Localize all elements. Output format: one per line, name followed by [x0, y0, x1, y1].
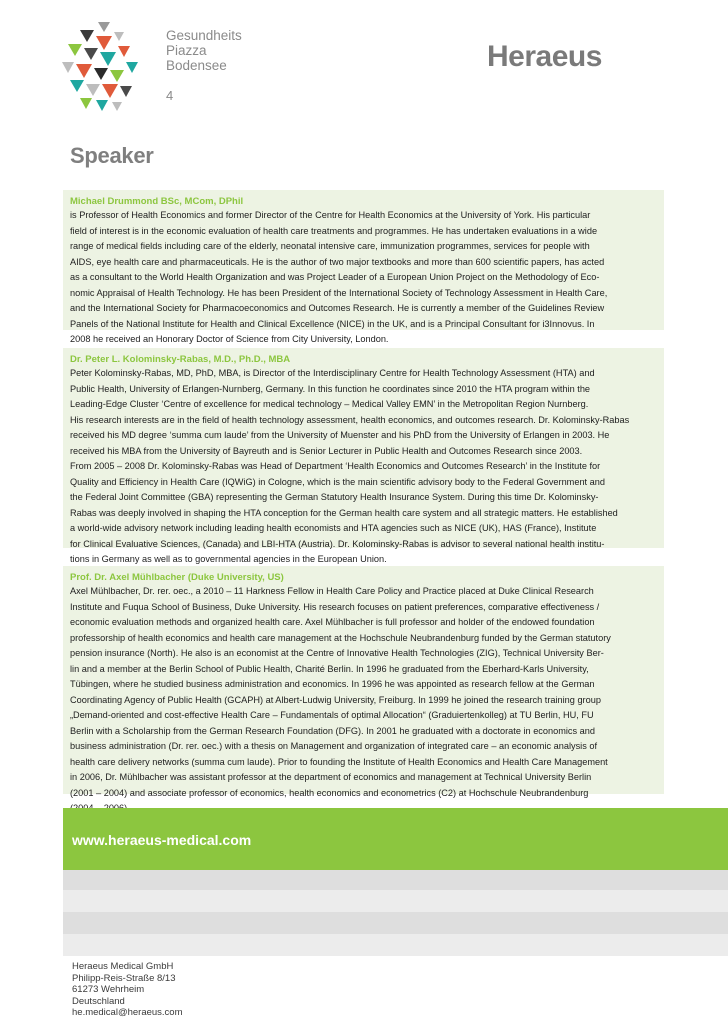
- bio-line: Tübingen, where he studied business administration and economics. In 1996 he was appointed as research fellow at the German: [70, 679, 595, 689]
- bio-line: range of medical fields including care of the elderly, neonatal intensive care, immunization programmes, services for people with: [70, 241, 590, 251]
- bio-line: pension insurance (North). He also is an economist at the Centre of Innovative Health Technologies (ZIG), Technical University Ber-: [70, 648, 604, 658]
- bio-line: Rabas was deeply involved in shaping the HTA conception for the German health care system and all strategic matters. He established: [70, 507, 618, 518]
- company-address: [72, 961, 183, 1019]
- bio-line: field of interest is in the economic evaluation of health care treatments and programmes. He has undertaken evaluations in a wide: [70, 225, 598, 236]
- event-title-line: Bodensee: [166, 58, 227, 73]
- speaker-name: Michael Drummond BSc, MCom, DPhil: [70, 196, 244, 207]
- bio-line: in 2006, Dr. Mühlbacher was assistant professor at the department of economics and management at Technical University Berlin: [70, 772, 592, 782]
- brand-logo: Heraeus: [487, 40, 602, 73]
- bio-line: received his MBA from the University of Bayreuth and is Senior Lecturer in Public Health and Outcomes Research since 2003.: [70, 445, 583, 456]
- footer-stripe: [63, 890, 728, 912]
- bio-line: Coordinating Agency of Public Health (GCAPH) at Albert-Ludwig University, Freiburg. In 1999 he joined the research training group: [70, 694, 601, 705]
- bio-line: for Clinical Evaluative Sciences, (Canada) and LBI-HTA (Austria). Dr. Kolominsky-Rabas is advisor to several national health institu-: [70, 538, 605, 549]
- bio-line: health care delivery networks (summa cum laude). Prior to founding the Institute of Health Economics and Health Care Management: [70, 756, 608, 767]
- address-line: Deutschland: [72, 995, 125, 1007]
- speaker-box: [63, 190, 664, 344]
- speaker-bio: [70, 584, 664, 817]
- email-link[interactable]: he.medical@heraeus.com: [72, 1007, 183, 1018]
- bio-line: professorship of health economics and health care management at the Hochschule Neubrandenburg funded by the German statutory: [70, 632, 611, 643]
- event-title-line: Piazza: [166, 43, 207, 58]
- footer-stripe: [63, 912, 728, 934]
- bio-line: Public Health, University of Erlangen-Nurnberg, Germany. In this function he coordinates since 2010 the HTA program within the: [70, 383, 591, 394]
- bio-line: (2001 – 2004) and associate professor of economics, health economics and econometrics (C2) at Hochschule Neubrandenburg: [70, 787, 589, 798]
- website-link[interactable]: www.heraeus-medical.com: [72, 832, 252, 848]
- bio-line: received his MD degree ‘summa cum laude’ from the University of Muenster and his PhD from the University of Erlangen in 2003. He: [70, 430, 610, 440]
- address-line: 61273 Wehrheim: [72, 984, 145, 995]
- address-line: Heraeus Medical GmbH: [72, 961, 174, 972]
- speaker-name: Dr. Peter L. Kolominsky-Rabas, M.D., Ph.D., MBA: [70, 354, 291, 365]
- page-title: Speaker: [70, 143, 154, 168]
- bio-line: „Demand-oriented and cost-effective Health Care – Fundamentals of optimal Allocation“ (Graduiertenkolleg) at TU Berlin, HU, FU: [70, 710, 594, 720]
- bio-line: From 2005 – 2008 Dr. Kolominsky-Rabas was Head of Department ‘Health Economics and Outcomes Research’ in the Institute for: [70, 461, 601, 471]
- bio-line: lin and a member at the Berlin School of Public Health, Charité Berlin. In 1996 he graduated from the Eberhard-Karls University,: [70, 663, 589, 674]
- footer-stripe: [63, 870, 728, 890]
- address-line: Philipp-Reis-Straße 8/13: [72, 972, 176, 984]
- speaker-bio: [70, 366, 664, 568]
- bio-line: a world-wide advisory network including leading health economists and HTA agencies such as NICE (UK), HAS (France), Institute: [70, 523, 597, 533]
- bio-line: business administration (Dr. rer. oec.) with a thesis on Management and organization of integrated care – an economic analysis of: [70, 741, 598, 751]
- speaker-bio: [70, 208, 664, 348]
- footer-stripe: [63, 934, 728, 956]
- bio-line: economic evaluation methods and organized health care. Axel Mühlbacher is full professor and holder of the endowed foundation: [70, 617, 595, 627]
- bio-line: the Federal Joint Committee (GBA) representing the German Statutory Health Insurance System. During this time Dr. Kolominsky-: [70, 492, 599, 502]
- speaker-box: [63, 566, 664, 798]
- speaker-name: Prof. Dr. Axel Mühlbacher (Duke University, US): [70, 572, 284, 583]
- bio-line: Institute and Fuqua School of Business, Duke University. His research focuses on patient preferences, comparative effectiveness /: [70, 601, 600, 612]
- bio-line: tions in Germany as well as to governmental agencies in the European Union.: [70, 554, 387, 564]
- bio-line: His research interests are in the field of health technology assessment, health economics, and outcomes research. Dr. Kolominsky-Rabas: [70, 414, 630, 425]
- abstract-tiles-logo-icon: [60, 22, 160, 118]
- bio-line: as a consultant to the World Health Organization and was Project Leader of a European Union Project on the Methodology of Eco-: [70, 272, 600, 282]
- bio-line: Leading-Edge Cluster ‘Centre of excellence for medical technology – Medical Valley EMN’ in the Metropolitan Region Nurnberg.: [70, 399, 589, 409]
- bio-line: Peter Kolominsky-Rabas, MD, PhD, MBA, is Director of the Interdisciplinary Centre for Health Technology Assessment (HTA) and: [70, 368, 595, 378]
- speaker-box: [63, 348, 664, 564]
- bio-line: 2008 he received an Honorary Doctor of Science from City University, London.: [70, 334, 389, 344]
- event-title-line: Gesundheits: [166, 28, 242, 43]
- bio-line: Berlin with a Scholarship from the German Research Foundation (DFG). In 2001 he graduated with a doctorate in economics and: [70, 725, 595, 736]
- bio-line: nomic Appraisal of Health Technology. He has been President of the International Society of Technology Assessment in Health Care,: [70, 287, 608, 298]
- bio-line: Panels of the National Institute for Health and Clinical Excellence (NICE) in the UK, and is a Principal Consultant for i3Innovus. In: [70, 318, 595, 329]
- event-number: 4: [166, 88, 174, 103]
- event-title: [166, 28, 242, 73]
- bio-line: is Professor of Health Economics and former Director of the Centre for Health Economics at the University of York. His particular: [70, 210, 591, 220]
- bio-line: and the International Society for Pharmacoeconomics and Outcomes Research. He is currently a member of the Guidelines Review: [70, 303, 605, 313]
- bio-line: Axel Mühlbacher, Dr. rer. oec., a 2010 – 11 Harkness Fellow in Health Care Policy and Practice placed at Duke Clinical Research: [70, 586, 594, 596]
- bio-line: Quality and Efficiency in Health Care (IQWiG) in Cologne, which is the main scientific advisory body to the Federal Government and: [70, 476, 605, 487]
- bio-line: AIDS, eye health care and pharmaceuticals. He is the author of two major textbooks and more than 600 scientific papers, has acted: [70, 256, 605, 267]
